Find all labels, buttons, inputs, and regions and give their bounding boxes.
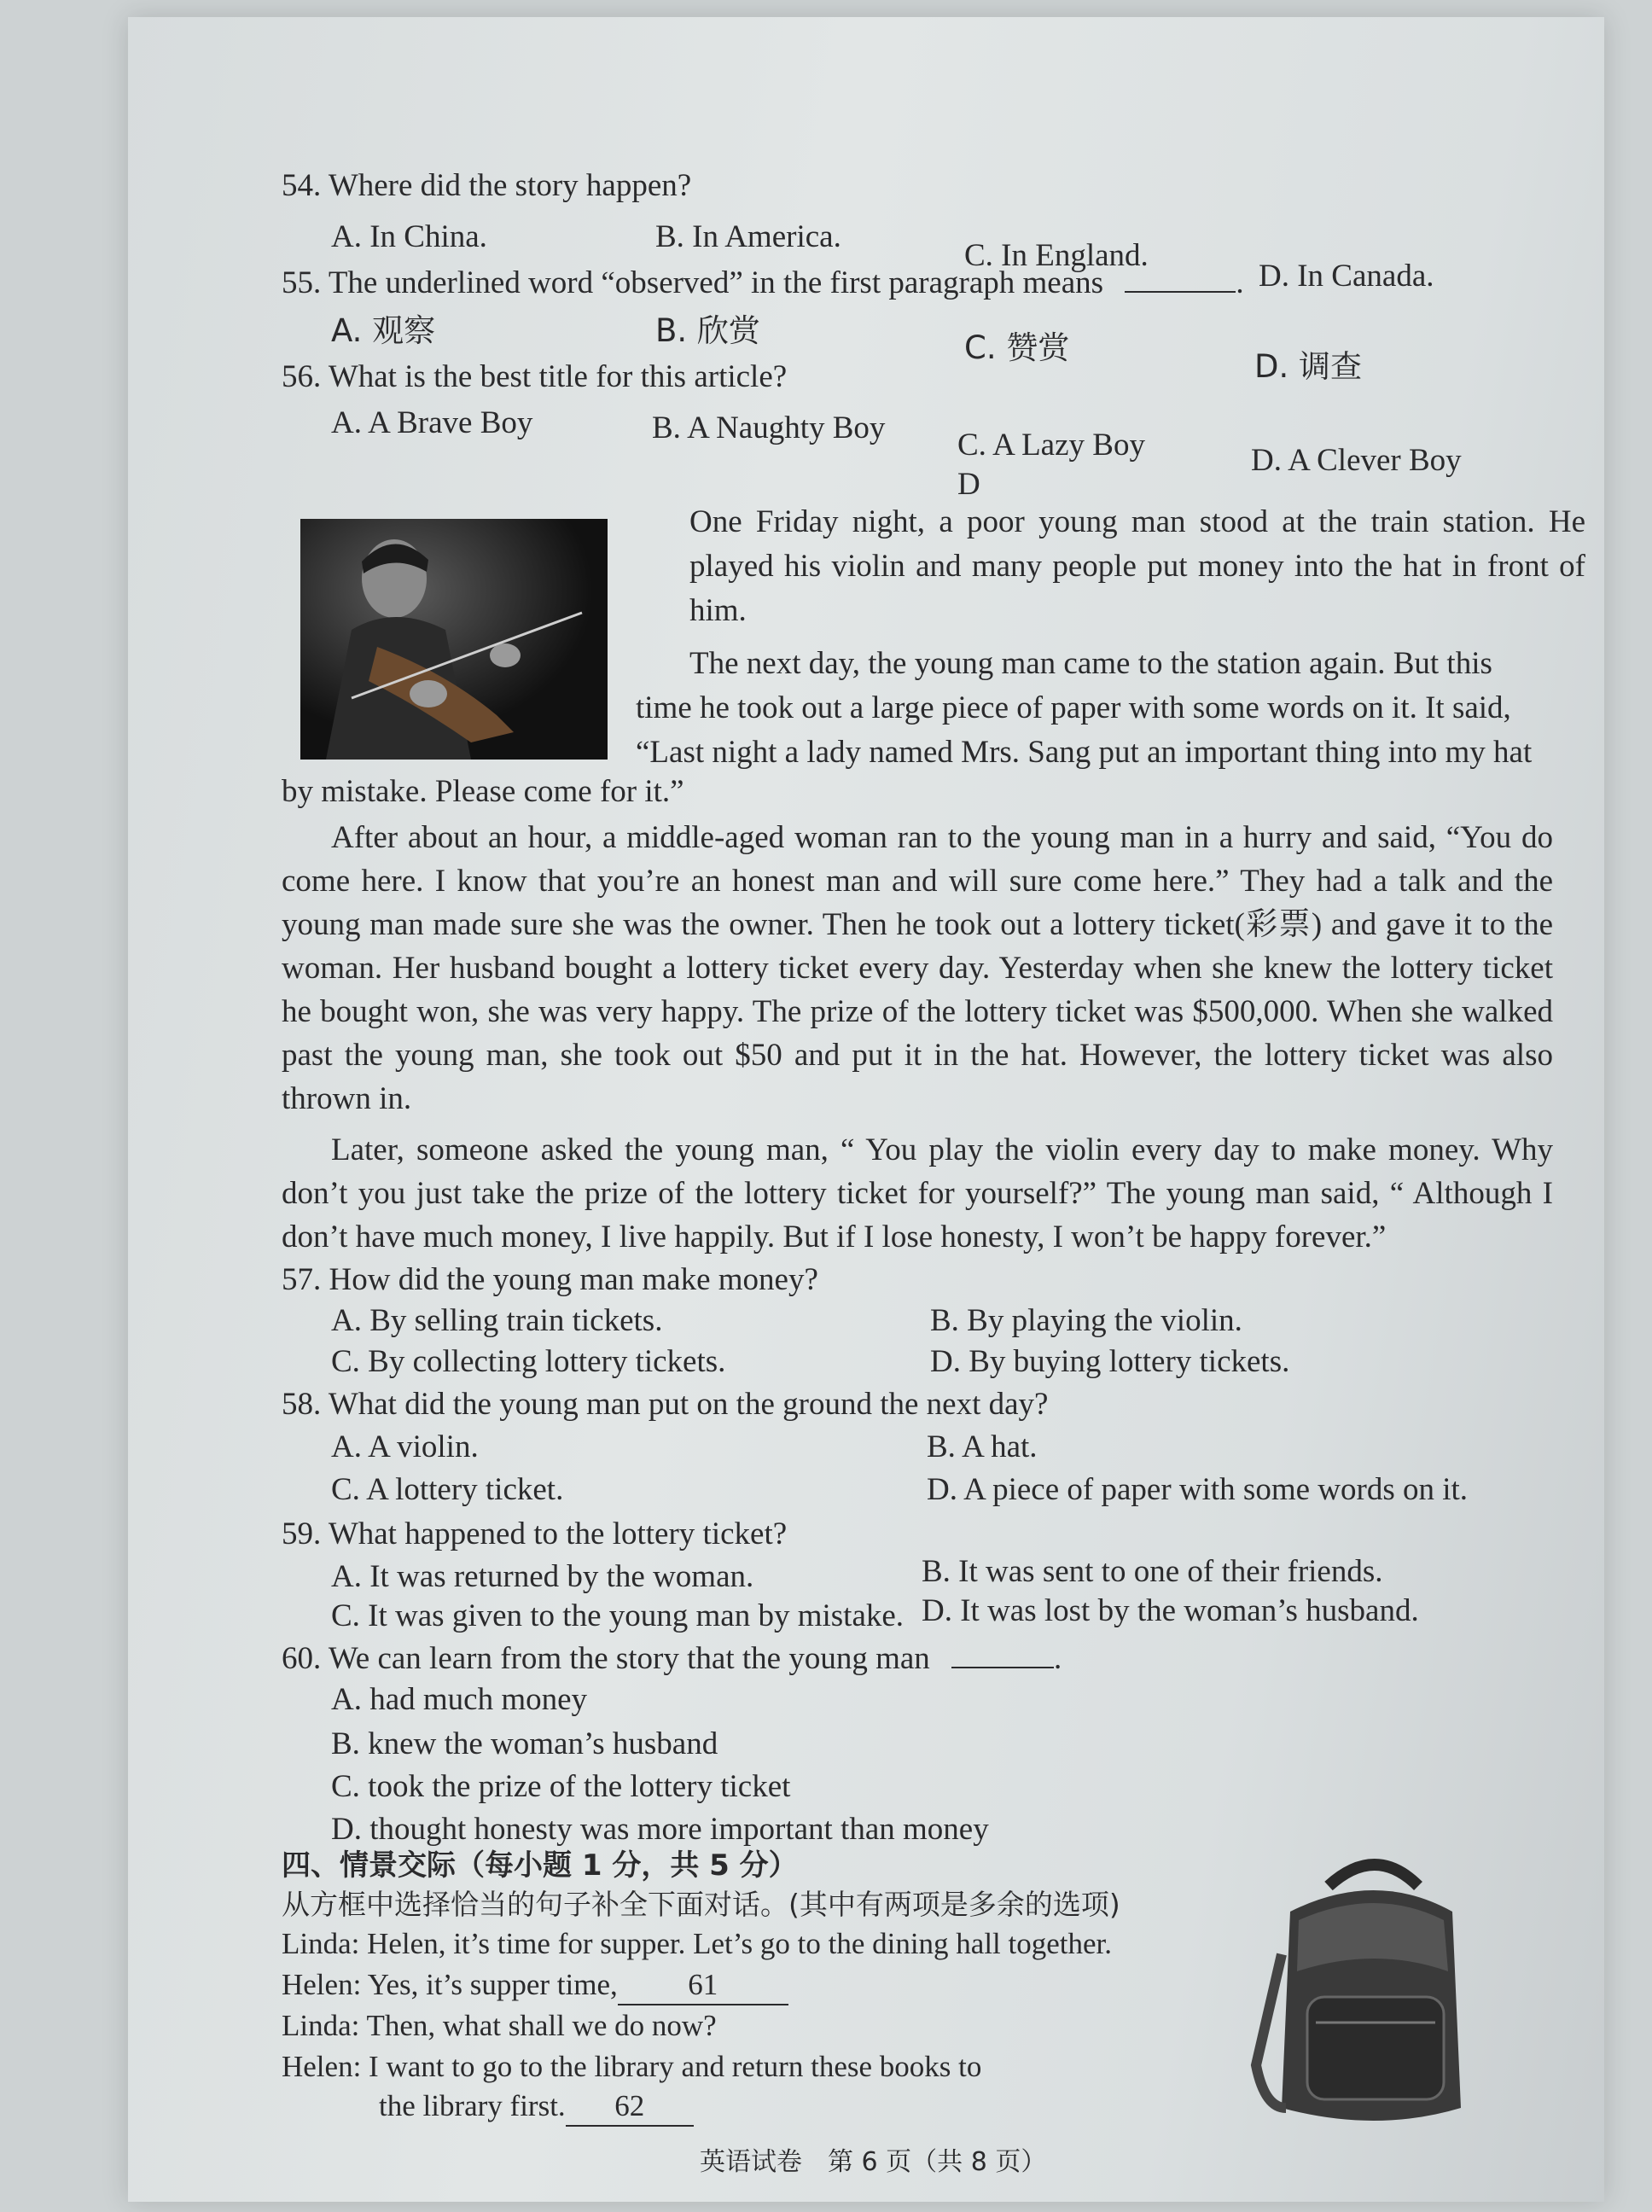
dialogue-line-1 [282, 1925, 1112, 1963]
question-57-option-c: C. By collecting lottery tickets. [331, 1344, 726, 1379]
question-54-option-c: C. In England. [964, 238, 1149, 273]
question-55-option-a: A. 观察 [331, 312, 436, 349]
question-58-option-d: D. A piece of paper with some words on it. [927, 1472, 1469, 1507]
question-59-option-d: D. It was lost by the woman’s husband. [922, 1593, 1419, 1628]
question-59-option-b: B. It was sent to one of their friends. [922, 1554, 1383, 1589]
dialogue-line-4 [282, 2048, 981, 2086]
question-55-blank [1125, 291, 1236, 293]
dialogue-speaker: Linda: [282, 2009, 360, 2042]
section-4-heading: 四、情景交际（每小题 1 分，共 5 分） [282, 1848, 798, 1883]
dialogue-text: the library first. [379, 2089, 566, 2122]
question-60-text: 60. We can learn from the story that the young man [282, 1641, 930, 1676]
passage-paragraph-1: One Friday night, a poor young man stood at the train station. He played his violin and many people put money into the hat in front of him. [689, 504, 1585, 628]
question-56-stem: 56. What is the best title for this article? [282, 359, 788, 394]
question-57-option-b: B. By playing the violin. [930, 1303, 1242, 1338]
question-58-stem: 58. What did the young man put on the ground the next day? [282, 1387, 1049, 1422]
question-56-option-d: D. A Clever Boy [1251, 443, 1462, 478]
dialogue-line-2 [282, 1966, 788, 2005]
question-55-option-c: C. 赞赏 [964, 329, 1070, 366]
passage-paragraph-3: After about an hour, a middle-aged woman ran to the young man in a hurry and said, “You do come here. I know that you’re an honest man and will sure come here.” They had a talk and the young man made sure she was the owner. Then he took out a lottery ticket(彩票) and gave it to the woman. Her husband bought a lottery ticket every day. Yesterday when she knew the lottery ticket he bought won, she was very happy. The prize of the lottery ticket was $500,000. When she walked past the young man, she took out $50 and put it in the hat. However, the lottery ticket was also thrown in. [282, 820, 1553, 1116]
passage-paragraph-2-line-3: “Last night a lady named Mrs. Sang put an important thing into my hat [636, 735, 1533, 770]
dialogue-text: Helen, it’s time for supper. Let’s go to the dining hall together. [367, 1927, 1113, 1960]
question-58-option-a: A. A violin. [331, 1429, 479, 1464]
question-60-option-a: A. had much money [331, 1682, 588, 1717]
question-57-option-d: D. By buying lottery tickets. [930, 1344, 1290, 1379]
question-58-option-b: B. A hat. [927, 1429, 1038, 1464]
question-57-option-a: A. By selling train tickets. [331, 1303, 663, 1338]
answer-blank-62: 62 [566, 2087, 694, 2127]
dialogue-text: Yes, it’s supper time, [367, 1968, 618, 2001]
question-54-option-b: B. In America. [655, 219, 841, 254]
question-60-option-b: B. knew the woman’s husband [331, 1726, 718, 1761]
answer-blank-61: 61 [618, 1966, 788, 2005]
question-54-option-a: A. In China. [331, 219, 487, 254]
question-55-stem: 55. The underlined word “observed” in the first paragraph means . [282, 265, 1244, 300]
dialogue-text: I want to go to the library and return these books to [369, 2050, 982, 2083]
question-56-option-a: A. A Brave Boy [331, 405, 533, 440]
question-59-option-c: C. It was given to the young man by mistake. [331, 1598, 905, 1633]
question-58-option-c: C. A lottery ticket. [331, 1472, 564, 1507]
page-footer: 英语试卷 第 6 页（共 8 页） [700, 2147, 1047, 2177]
question-55-option-b: B. 欣赏 [655, 312, 760, 349]
dialogue-speaker: Helen: [282, 1968, 362, 2001]
passage-paragraph-2-line-2: time he took out a large piece of paper with some words on it. It said, [636, 690, 1511, 725]
question-56-option-c: C. A Lazy Boy [957, 428, 1145, 463]
question-59-stem: 59. What happened to the lottery ticket? [282, 1516, 788, 1551]
passage-paragraph-4: Later, someone asked the young man, “ You play the violin every day to make money. Why don’t you just take the prize of the lottery ticket for yourself?” The young man said, “ Although I don’t have much money, I live happily. But if I lose honesty, I won’t be happy forever.” [282, 1132, 1553, 1254]
section-4-instruction: 从方框中选择恰当的句子补全下面对话。(其中有两项是多余的选项) [282, 1888, 1120, 1921]
passage-paragraph-2-line-1: The next day, the young man came to the station again. But this [689, 646, 1492, 681]
dialogue-speaker: Linda: [282, 1927, 360, 1960]
question-54-option-d: D. In Canada. [1259, 259, 1434, 294]
dialogue-line-3 [282, 2007, 717, 2045]
question-55-text: 55. The underlined word “observed” in the first paragraph means [282, 265, 1104, 300]
question-60-option-d: D. thought honesty was more important than money [331, 1812, 989, 1847]
backpack-illustration [1248, 1852, 1478, 2133]
stray-handwritten-mark: D [957, 467, 980, 502]
question-55-option-d: D. 调查 [1254, 348, 1363, 385]
question-57-stem: 57. How did the young man make money? [282, 1262, 818, 1297]
question-60-blank [951, 1667, 1054, 1668]
question-59-option-a: A. It was returned by the woman. [331, 1559, 754, 1594]
dialogue-line-4-continued [379, 2087, 694, 2127]
dialogue-text: Then, what shall we do now? [366, 2009, 717, 2042]
question-60-stem: 60. We can learn from the story that the young man . [282, 1641, 1062, 1676]
question-56-option-b: B. A Naughty Boy [652, 410, 886, 445]
violinist-photo [300, 519, 608, 760]
question-60-option-c: C. took the prize of the lottery ticket [331, 1769, 791, 1804]
passage-paragraph-2-line-4: by mistake. Please come for it.” [282, 774, 684, 809]
question-54-stem: 54. Where did the story happen? [282, 168, 692, 203]
dialogue-speaker: Helen: [282, 2050, 362, 2083]
